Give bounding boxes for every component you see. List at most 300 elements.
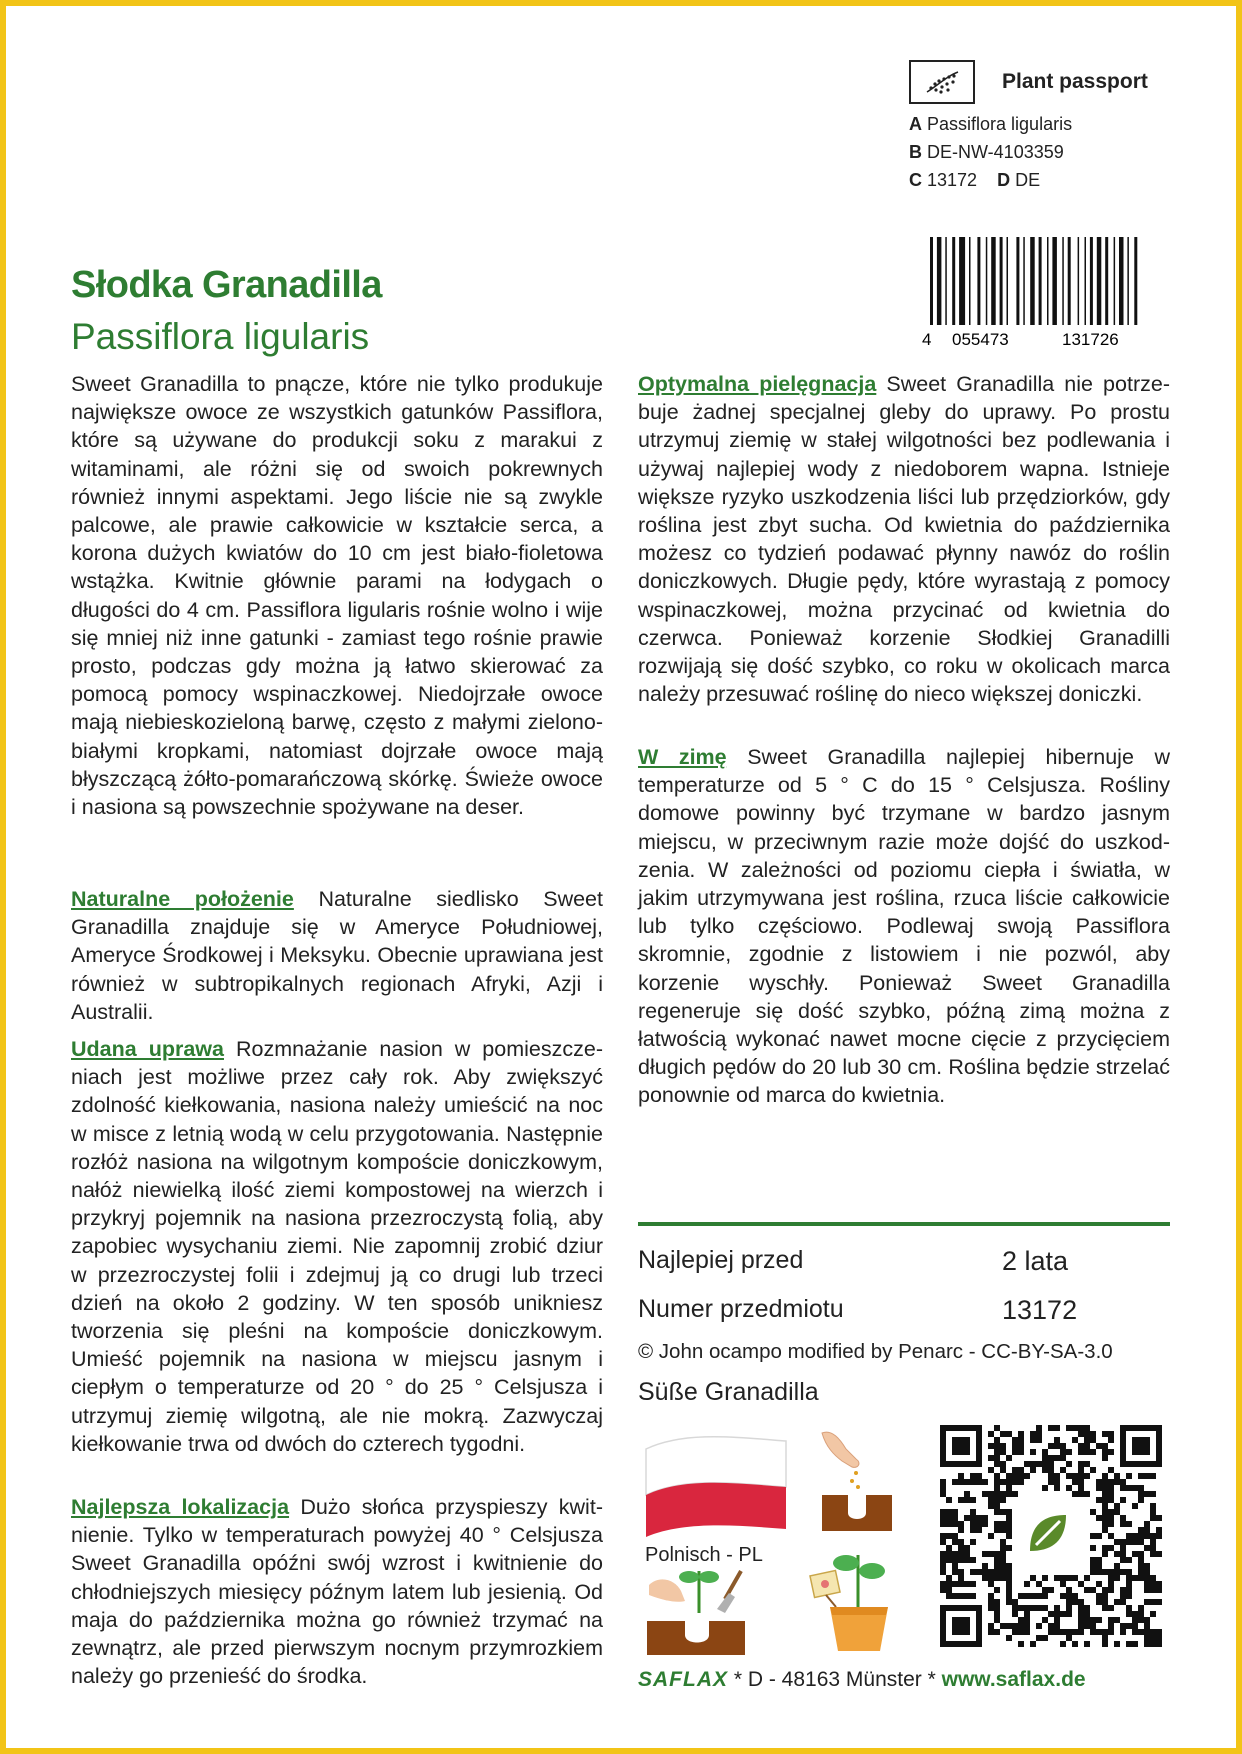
qr-module	[940, 1587, 946, 1593]
qr-module	[1132, 1641, 1138, 1647]
qr-module	[1090, 1629, 1096, 1635]
qr-module	[1084, 1473, 1090, 1479]
qr-module	[1054, 1617, 1060, 1623]
qr-module	[976, 1479, 982, 1485]
qr-module	[1084, 1425, 1090, 1431]
qr-module	[940, 1491, 946, 1497]
qr-module	[1072, 1437, 1078, 1443]
qr-module	[1072, 1641, 1078, 1647]
qr-module	[940, 1539, 946, 1545]
qr-module	[1156, 1581, 1162, 1587]
qr-module	[1060, 1467, 1066, 1473]
qr-module	[1108, 1617, 1114, 1623]
qr-module	[1090, 1431, 1096, 1437]
qr-module	[1078, 1491, 1084, 1497]
qr-module	[1006, 1575, 1012, 1581]
qr-module	[982, 1521, 988, 1527]
qr-module	[1114, 1479, 1120, 1485]
qr-module	[1156, 1599, 1162, 1605]
qr-module	[1012, 1611, 1018, 1617]
qr-module	[1048, 1443, 1054, 1449]
qr-module	[964, 1557, 970, 1563]
qr-module	[1090, 1617, 1096, 1623]
qr-module	[1138, 1629, 1144, 1635]
qr-module	[994, 1437, 1000, 1443]
item-number-label: Numer przedmiotu	[638, 1295, 844, 1323]
qr-module	[1144, 1581, 1150, 1587]
qr-module	[1060, 1611, 1066, 1617]
qr-module	[1072, 1479, 1078, 1485]
barcode-bar	[1023, 237, 1025, 325]
qr-module	[1120, 1599, 1126, 1605]
qr-module	[1036, 1581, 1042, 1587]
qr-module	[1018, 1605, 1024, 1611]
qr-module	[1144, 1599, 1150, 1605]
qr-module	[1012, 1629, 1018, 1635]
qr-module	[964, 1545, 970, 1551]
qr-module	[1078, 1623, 1084, 1629]
qr-module	[1006, 1431, 1012, 1437]
qr-module	[1102, 1587, 1108, 1593]
qr-module	[1048, 1587, 1054, 1593]
qr-module	[1072, 1491, 1078, 1497]
qr-module	[1102, 1599, 1108, 1605]
qr-module	[1150, 1641, 1156, 1647]
qr-module	[1054, 1605, 1060, 1611]
qr-module	[958, 1551, 964, 1557]
qr-module	[1024, 1581, 1030, 1587]
qr-module	[1126, 1587, 1132, 1593]
qr-module	[1102, 1485, 1108, 1491]
qr-module	[1126, 1539, 1132, 1545]
qr-module	[988, 1431, 994, 1437]
qr-module	[1084, 1641, 1090, 1647]
qr-module	[1138, 1605, 1144, 1611]
qr-module	[1090, 1467, 1096, 1473]
qr-module	[1006, 1485, 1012, 1491]
qr-module	[1096, 1629, 1102, 1635]
barcode-bar	[1000, 237, 1003, 325]
qr-module	[994, 1461, 1000, 1467]
qr-module	[1084, 1437, 1090, 1443]
qr-module	[940, 1509, 946, 1515]
eu-organic-logo	[909, 60, 975, 104]
qr-module	[1078, 1425, 1084, 1431]
qr-module	[970, 1515, 976, 1521]
qr-module	[1144, 1635, 1150, 1641]
qr-module	[1138, 1617, 1144, 1623]
qr-module	[1096, 1515, 1102, 1521]
qr-module	[970, 1557, 976, 1563]
qr-module	[1012, 1467, 1018, 1473]
qr-module	[1006, 1521, 1012, 1527]
plant-passport-title: Plant passport	[1002, 70, 1148, 93]
qr-module	[988, 1575, 994, 1581]
barcode-bar	[1016, 237, 1019, 325]
qr-module	[1102, 1455, 1108, 1461]
qr-module	[1156, 1515, 1162, 1521]
qr-module	[1126, 1593, 1132, 1599]
qr-module	[958, 1527, 964, 1533]
qr-module	[1018, 1443, 1024, 1449]
qr-module	[1108, 1569, 1114, 1575]
qr-module	[1018, 1473, 1024, 1479]
qr-module	[1030, 1575, 1036, 1581]
qr-module	[1114, 1509, 1120, 1515]
qr-module	[1054, 1455, 1060, 1461]
qr-module	[1030, 1467, 1036, 1473]
intro-paragraph: Sweet Granadilla to pnącze, które nie tylko produkuje największe owoce ze wszystkich gatunków Passiflora, które są używane do produkcji soku z marakui z witaminami, ale różni się od swoich pokrewnych również innymi aspektami. Jego liście nie są zwykle palcowe, ale prawie całkowicie w kształcie serca, a korona dużych kwiatów do 10 cm jest biało-fioletowa wstążka. Kwitnie głównie parami na łodygach o długości do 4 cm. Passiflora ligularis rośnie wolno i wije się mniej niż inne gatunki - zamiast tego rośnie prawie prosto, podczas gdy można ją łatwo skierować za pomocą pomocy wspinaczkowej. Niedojrzałe owoce mają niebieskozieloną barwę, często z małymi zielono-białymi kropkami, natomiast dojrzałe owoce mają błyszczącą żółto-pomarańczową skórkę. Świeże owoce i nasiona są powszechnie spożywane na deser.	[71, 372, 603, 820]
qr-module	[1108, 1575, 1114, 1581]
qr-module	[958, 1473, 964, 1479]
qr-module	[964, 1497, 970, 1503]
natural-habitat-paragraph: Naturalne położenie Naturalne siedlisko Sweet Granadilla znajduje się w Ameryce Południowej, Ameryce Środkowej i Meksyku. Obecnie uprawiana jest również w subtropikalnych regionach Afryki, Azji i Australii.	[71, 887, 603, 1024]
qr-module	[952, 1593, 958, 1599]
qr-module	[1114, 1539, 1120, 1545]
qr-module	[1078, 1443, 1084, 1449]
barcode-digits-group-2: 131726	[1062, 330, 1119, 347]
qr-module	[964, 1551, 970, 1557]
qr-module	[1114, 1569, 1120, 1575]
qr-module	[1120, 1569, 1126, 1575]
qr-module	[952, 1581, 958, 1587]
barcode-bar	[1097, 237, 1102, 325]
qr-module	[952, 1521, 958, 1527]
qr-module	[1012, 1599, 1018, 1605]
qr-module	[1096, 1557, 1102, 1563]
qr-module	[970, 1539, 976, 1545]
qr-module	[1072, 1473, 1078, 1479]
qr-module	[1132, 1575, 1138, 1581]
qr-module	[994, 1521, 1000, 1527]
qr-module	[1036, 1605, 1042, 1611]
qr-module	[1072, 1575, 1078, 1581]
qr-module	[1030, 1437, 1036, 1443]
barcode-bar	[1007, 237, 1009, 325]
qr-module	[1000, 1497, 1006, 1503]
barcode-bar	[991, 237, 996, 325]
qr-module	[1012, 1473, 1018, 1479]
qr-module	[958, 1593, 964, 1599]
best-before-value: 2 lata	[1002, 1246, 1069, 1276]
qr-module	[1042, 1605, 1048, 1611]
qr-module	[994, 1605, 1000, 1611]
qr-module	[1096, 1599, 1102, 1605]
qr-module	[1042, 1467, 1048, 1473]
barcode	[922, 237, 1170, 347]
qr-module	[1108, 1629, 1114, 1635]
qr-module	[970, 1593, 976, 1599]
natural-habitat-heading: Naturalne położenie	[71, 887, 294, 911]
qr-module	[1144, 1575, 1150, 1581]
qr-module	[1048, 1425, 1054, 1431]
qr-module	[1078, 1611, 1084, 1617]
qr-module	[946, 1545, 952, 1551]
qr-module	[1120, 1479, 1126, 1485]
qr-module	[982, 1491, 988, 1497]
qr-module	[1108, 1467, 1114, 1473]
qr-module	[1144, 1617, 1150, 1623]
qr-module	[1000, 1467, 1006, 1473]
qr-module	[1018, 1623, 1024, 1629]
qr-module	[1030, 1593, 1036, 1599]
qr-module	[1132, 1629, 1138, 1635]
qr-module	[1126, 1569, 1132, 1575]
qr-module	[1006, 1473, 1012, 1479]
qr-module	[1108, 1431, 1114, 1437]
qr-module	[1066, 1485, 1072, 1491]
sowing-seeds-icon	[812, 1425, 902, 1535]
qr-module	[1090, 1533, 1096, 1539]
qr-module	[1138, 1473, 1144, 1479]
passport-line-c: C 13172 D DE	[909, 170, 1041, 190]
qr-module	[1042, 1455, 1048, 1461]
qr-module	[1018, 1617, 1024, 1623]
qr-module	[976, 1527, 982, 1533]
qr-module	[1120, 1515, 1126, 1521]
barcode-bar	[1090, 237, 1093, 325]
qr-module	[1096, 1593, 1102, 1599]
qr-module	[1000, 1575, 1006, 1581]
qr-module	[1000, 1539, 1006, 1545]
qr-module	[1036, 1461, 1042, 1467]
qr-module	[1120, 1593, 1126, 1599]
qr-module	[1138, 1539, 1144, 1545]
qr-module	[988, 1581, 994, 1587]
website-link: www.saflax.de	[941, 1668, 1086, 1691]
qr-module	[1156, 1551, 1162, 1557]
qr-module	[1078, 1617, 1084, 1623]
barcode-bar	[930, 237, 933, 325]
qr-module	[1030, 1605, 1036, 1611]
qr-module	[1108, 1545, 1114, 1551]
qr-module	[1126, 1485, 1132, 1491]
qr-module	[1024, 1473, 1030, 1479]
qr-module	[1018, 1593, 1024, 1599]
qr-module	[1150, 1575, 1156, 1581]
qr-module	[1138, 1485, 1144, 1491]
qr-module	[1150, 1587, 1156, 1593]
qr-module	[1066, 1461, 1072, 1467]
barcode-bar	[1134, 237, 1137, 325]
qr-module	[946, 1551, 952, 1557]
qr-module	[1108, 1497, 1114, 1503]
qr-module	[1120, 1545, 1126, 1551]
cultivation-heading: Udana uprawa	[71, 1037, 224, 1061]
qr-module	[964, 1581, 970, 1587]
qr-module	[994, 1587, 1000, 1593]
qr-module	[1150, 1551, 1156, 1557]
qr-module	[988, 1551, 994, 1557]
qr-module	[988, 1593, 994, 1599]
qr-module	[1156, 1527, 1162, 1533]
barcode-bar	[986, 237, 988, 325]
qr-module	[1090, 1587, 1096, 1593]
qr-module	[994, 1503, 1000, 1509]
qr-module	[1120, 1551, 1126, 1557]
qr-module	[1156, 1533, 1162, 1539]
location-paragraph: Najlepsza lokalizacja Dużo słońca przyspieszy kwitnienie. Tylko w temperaturach powyżej 40 ° Celsjusza Sweet Granadilla opóźni swój wzrost i kwitnienie do chłodniejszych miesięcy późnym latem lub jesienią. Od maja do października można go również trzymać na zewnątrz, ale przed pierwszym nocnym przymrozkiem należy go przenieść do środka.	[71, 1495, 603, 1689]
qr-module	[1042, 1461, 1048, 1467]
qr-module	[1150, 1539, 1156, 1545]
qr-module	[1132, 1623, 1138, 1629]
qr-module	[1000, 1491, 1006, 1497]
qr-module	[1078, 1605, 1084, 1611]
qr-module	[1018, 1431, 1024, 1437]
qr-module	[1132, 1551, 1138, 1557]
qr-module	[1030, 1641, 1036, 1647]
qr-module	[976, 1473, 982, 1479]
best-before-label: Najlepiej przed	[638, 1246, 804, 1274]
qr-module	[1102, 1605, 1108, 1611]
qr-module	[988, 1629, 994, 1635]
qr-module	[952, 1533, 958, 1539]
care-paragraph: Optymalna pielęgnacja Sweet Granadilla nie potrzebuje żadnej specjalnej gleby do uprawy. Po prostu utrzymuj ziemię w stałej wilgotności bez podlewania i używaj najlepiej wody z niedoborem wapna. Istnieje większe ryzyko uszkodzenia liści lub przędziorków, gdy roślina jest zbyt sucha. Od kwietnia do października możesz co tydzień podawać płynny nawóz do roślin doniczkowych. Długie pędy, które wyrastają z pomocy wspinaczkowej, można przycinać od kwietnia do czerwca. Ponieważ korzenie Słodkiej Granadilli rozwijają się dość szybko, co roku w okolicach marca należy przesuwać roślinę do nieco większej doniczki.	[638, 372, 1170, 707]
qr-module	[1102, 1479, 1108, 1485]
qr-module	[1132, 1539, 1138, 1545]
qr-module	[1132, 1485, 1138, 1491]
qr-module	[1012, 1605, 1018, 1611]
qr-module	[994, 1569, 1000, 1575]
qr-module	[958, 1539, 964, 1545]
qr-module	[952, 1515, 958, 1521]
qr-module	[1006, 1635, 1012, 1641]
qr-module	[1102, 1641, 1108, 1647]
qr-module	[1096, 1497, 1102, 1503]
qr-module	[1060, 1455, 1066, 1461]
qr-module	[1054, 1473, 1060, 1479]
qr-module	[964, 1479, 970, 1485]
qr-module	[970, 1581, 976, 1587]
qr-module	[1066, 1599, 1072, 1605]
qr-module	[1102, 1509, 1108, 1515]
qr-module	[1108, 1491, 1114, 1497]
qr-module	[988, 1503, 994, 1509]
qr-module	[1144, 1473, 1150, 1479]
qr-module	[1150, 1635, 1156, 1641]
footer-address: * D - 48163 Münster *	[733, 1668, 936, 1691]
qr-module	[976, 1521, 982, 1527]
qr-module	[1060, 1593, 1066, 1599]
qr-module	[994, 1473, 1000, 1479]
qr-module	[1084, 1431, 1090, 1437]
barcode-bar	[1047, 237, 1049, 325]
qr-module	[1054, 1437, 1060, 1443]
qr-module	[1000, 1557, 1006, 1563]
barcode-bar	[952, 237, 955, 325]
qr-module	[1042, 1575, 1048, 1581]
planting-seedling-icon	[645, 1565, 755, 1657]
qr-module	[1144, 1545, 1150, 1551]
qr-module	[1144, 1641, 1150, 1647]
qr-module	[994, 1485, 1000, 1491]
qr-module	[1108, 1509, 1114, 1515]
qr-module	[1096, 1617, 1102, 1623]
language-label: Polnisch - PL	[645, 1544, 763, 1566]
qr-module	[1150, 1599, 1156, 1605]
qr-module	[1048, 1467, 1054, 1473]
barcode-bar	[1119, 237, 1124, 325]
qr-module	[1042, 1635, 1048, 1641]
qr-module	[970, 1569, 976, 1575]
qr-module	[994, 1491, 1000, 1497]
barcode-bar	[1078, 237, 1080, 325]
qr-module	[982, 1515, 988, 1521]
qr-module	[1000, 1479, 1006, 1485]
qr-module	[946, 1515, 952, 1521]
qr-module	[1120, 1521, 1126, 1527]
qr-module	[1108, 1485, 1114, 1491]
qr-module	[1102, 1443, 1108, 1449]
qr-module	[1108, 1479, 1114, 1485]
qr-module	[940, 1485, 946, 1491]
qr-module	[1024, 1593, 1030, 1599]
qr-module	[958, 1497, 964, 1503]
qr-module	[1042, 1593, 1048, 1599]
barcode-bar	[1030, 237, 1035, 325]
qr-module	[958, 1521, 964, 1527]
barcode-bar	[1062, 237, 1064, 325]
qr-module	[958, 1479, 964, 1485]
qr-module	[1114, 1563, 1120, 1569]
qr-module	[1006, 1545, 1012, 1551]
qr-module	[1084, 1461, 1090, 1467]
qr-module	[994, 1527, 1000, 1533]
qr-module	[1108, 1605, 1114, 1611]
qr-module	[1150, 1515, 1156, 1521]
qr-module	[1060, 1449, 1066, 1455]
qr-module	[994, 1497, 1000, 1503]
qr-module	[1072, 1599, 1078, 1605]
barcode-bar	[969, 237, 971, 325]
qr-module	[1084, 1443, 1090, 1449]
qr-module	[1108, 1533, 1114, 1539]
qr-module	[1012, 1479, 1018, 1485]
qr-module	[1066, 1473, 1072, 1479]
qr-module	[994, 1557, 1000, 1563]
qr-module	[994, 1629, 1000, 1635]
qr-module	[1072, 1593, 1078, 1599]
qr-module	[952, 1479, 958, 1485]
image-credit: © John ocampo modified by Penarc - CC-BY-SA-3.0	[638, 1340, 1113, 1363]
qr-module	[976, 1569, 982, 1575]
qr-module	[988, 1467, 994, 1473]
qr-module	[1000, 1443, 1006, 1449]
qr-module	[1102, 1551, 1108, 1557]
barcode-bar	[959, 237, 965, 325]
qr-module	[1066, 1629, 1072, 1635]
barcode-bar	[1052, 237, 1057, 325]
qr-module	[940, 1569, 946, 1575]
qr-module	[970, 1473, 976, 1479]
qr-module	[1138, 1563, 1144, 1569]
qr-module	[1036, 1425, 1042, 1431]
qr-module	[1006, 1491, 1012, 1497]
qr-module	[1018, 1467, 1024, 1473]
qr-module	[982, 1569, 988, 1575]
barcode-bar	[945, 237, 947, 325]
qr-code	[940, 1425, 1162, 1647]
qr-module	[1126, 1581, 1132, 1587]
qr-module	[982, 1563, 988, 1569]
qr-module	[1006, 1587, 1012, 1593]
qr-module	[1114, 1617, 1120, 1623]
qr-module	[1150, 1581, 1156, 1587]
qr-module	[1144, 1521, 1150, 1527]
qr-module	[1102, 1545, 1108, 1551]
qr-module	[1150, 1503, 1156, 1509]
qr-module	[1096, 1479, 1102, 1485]
